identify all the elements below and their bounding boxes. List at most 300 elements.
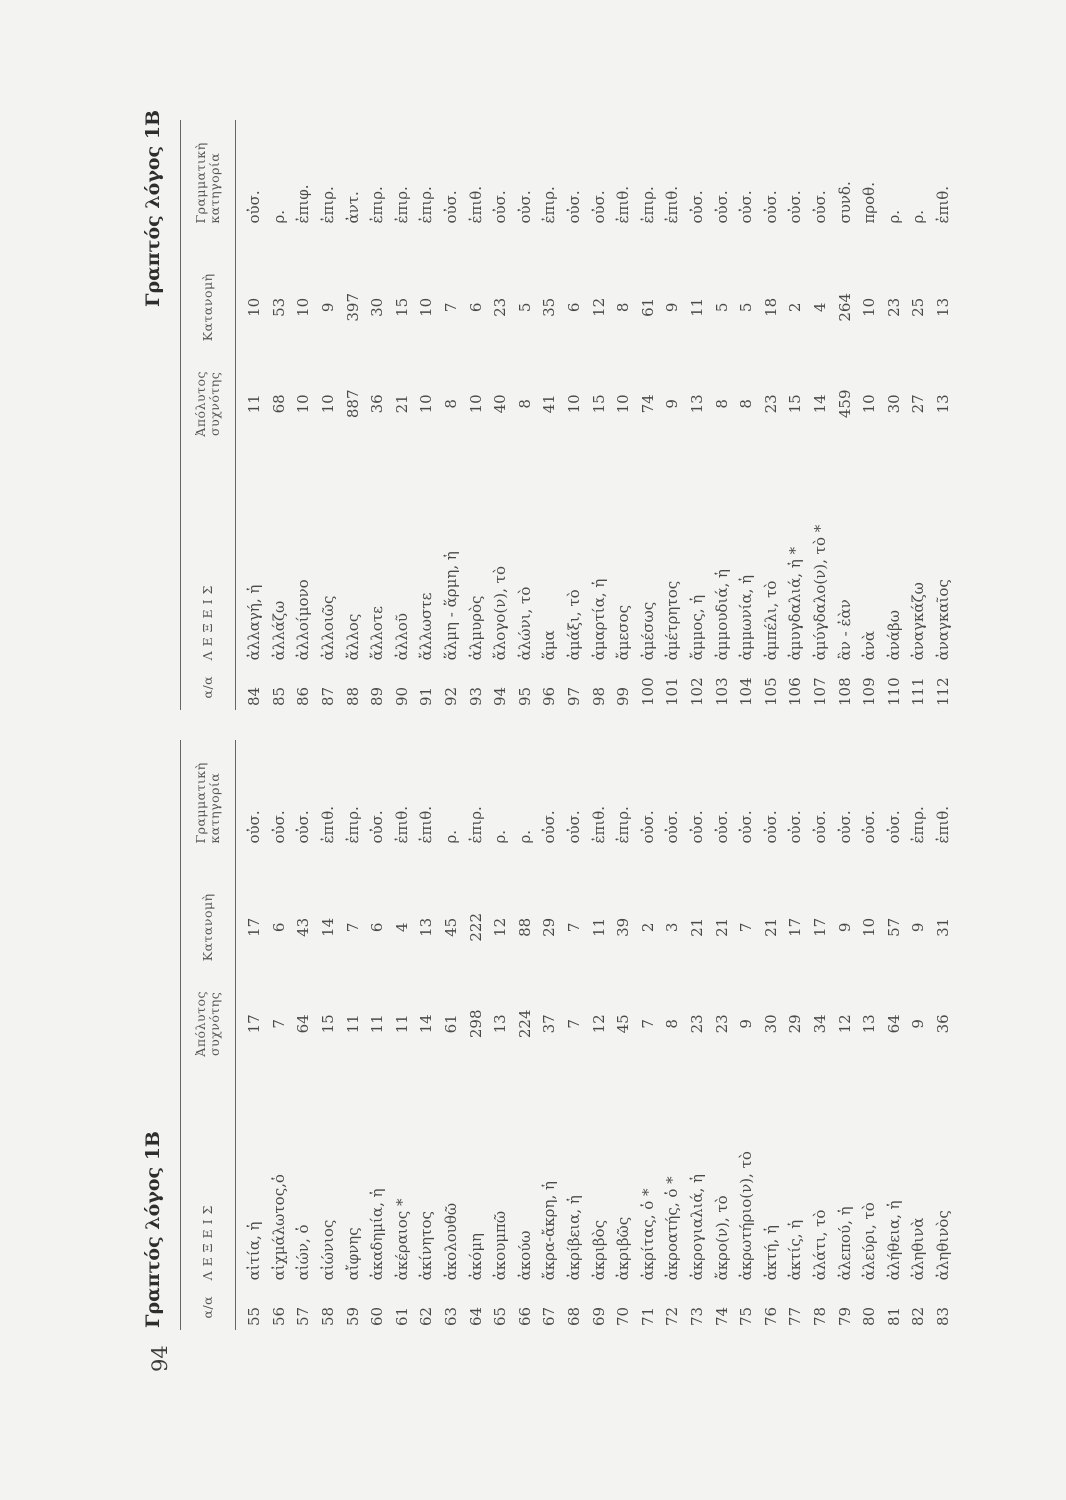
- table-row: [562, 120, 587, 710]
- row-distribution: 12: [491, 917, 510, 937]
- row-word: ἀκτίς, ἡ: [786, 1219, 805, 1281]
- header-abs: [194, 359, 222, 448]
- row-distribution: 53: [269, 297, 288, 317]
- row-absolute-frequency: 10: [417, 394, 436, 414]
- row-distribution: 25: [909, 297, 928, 317]
- row-distribution: 10: [245, 297, 264, 317]
- row-word: ἁλώνι, τὸ: [515, 586, 534, 661]
- row-absolute-frequency: 15: [589, 394, 608, 414]
- row-grammatical-category: οὐσ.: [835, 810, 854, 844]
- row-distribution: 13: [417, 917, 436, 937]
- row-number: 93: [466, 686, 485, 706]
- row-distribution: 12: [589, 297, 608, 317]
- row-number: 84: [245, 686, 264, 706]
- row-number: 59: [343, 1306, 362, 1326]
- row-word: αἴφνης: [343, 1227, 362, 1281]
- row-grammatical-category: οὐσ.: [294, 810, 313, 844]
- table-row: [660, 740, 685, 1330]
- row-grammatical-category: οὐσ.: [761, 810, 780, 844]
- row-absolute-frequency: 15: [319, 1014, 338, 1034]
- row-absolute-frequency: 37: [540, 1014, 559, 1034]
- row-number: 55: [245, 1306, 264, 1326]
- row-absolute-frequency: 23: [712, 1014, 731, 1034]
- header-cat-line2: κατηγορία: [207, 772, 222, 844]
- table-row: [881, 740, 906, 1330]
- row-distribution: 11: [589, 917, 608, 937]
- row-number: 60: [368, 1306, 387, 1326]
- header-abs-line2: συχνότης: [207, 371, 222, 436]
- row-absolute-frequency: 30: [884, 394, 903, 414]
- row-grammatical-category: ἐπιφ.: [294, 184, 313, 224]
- table-row: [439, 120, 464, 710]
- row-distribution: 2: [786, 302, 805, 313]
- row-grammatical-category: ἐπιρ.: [638, 186, 657, 224]
- row-absolute-frequency: 29: [786, 1014, 805, 1034]
- row-distribution: 21: [761, 917, 780, 937]
- row-absolute-frequency: 64: [884, 1014, 903, 1034]
- row-distribution: 4: [392, 922, 411, 933]
- row-grammatical-category: συνδ.: [835, 181, 854, 224]
- table-row: [660, 120, 685, 710]
- row-grammatical-category: ἐπιθ.: [417, 805, 436, 844]
- row-grammatical-category: οὐσ.: [245, 810, 264, 844]
- row-word: ἀνάβω: [884, 610, 903, 661]
- row-distribution: 9: [835, 922, 854, 933]
- row-grammatical-category: ρ.: [884, 209, 903, 224]
- row-absolute-frequency: 13: [687, 394, 706, 414]
- row-number: 87: [319, 686, 338, 706]
- row-number: 56: [269, 1306, 288, 1326]
- row-absolute-frequency: 7: [269, 1019, 288, 1029]
- table-row: [832, 120, 857, 710]
- table-row: [513, 740, 538, 1330]
- row-word: αἰώνιος: [319, 1219, 338, 1281]
- header-cat-line1: Γραμματικὴ: [193, 762, 208, 844]
- row-distribution: 2: [638, 922, 657, 933]
- row-grammatical-category: οὐσ.: [786, 190, 805, 224]
- table-row: [709, 740, 734, 1330]
- table-row: [414, 740, 439, 1330]
- header-word: Λ Ε Ξ Ε Ι Σ: [200, 1205, 215, 1281]
- row-word: ἀκρίβεια, ἡ: [565, 1195, 584, 1281]
- row-absolute-frequency: 41: [540, 394, 559, 414]
- row-absolute-frequency: 14: [417, 1014, 436, 1034]
- header-cat: [194, 120, 222, 256]
- row-word: ἀκουμπῶ: [491, 1210, 510, 1281]
- row-distribution: 3: [663, 922, 682, 933]
- row-grammatical-category: ἐπιθ.: [933, 805, 952, 844]
- row-grammatical-category: ρ.: [515, 829, 534, 844]
- row-grammatical-category: οὐσ.: [663, 810, 682, 844]
- row-word: ἀληθινὸς: [933, 1210, 952, 1281]
- row-distribution: 7: [343, 922, 362, 933]
- row-absolute-frequency: 23: [761, 394, 780, 414]
- row-absolute-frequency: 224: [515, 1009, 534, 1039]
- table-row: [365, 740, 390, 1330]
- row-distribution: 30: [368, 297, 387, 317]
- table-row: [267, 120, 292, 710]
- row-distribution: 45: [442, 917, 461, 937]
- table-row: [439, 740, 464, 1330]
- row-grammatical-category: οὐσ.: [712, 810, 731, 844]
- table-row: [488, 740, 513, 1330]
- row-word: ἀμυγδαλιά, ἡ *: [786, 546, 805, 661]
- table-body-left: [236, 740, 955, 1330]
- row-absolute-frequency: 64: [294, 1014, 313, 1034]
- row-number: 67: [540, 1306, 559, 1326]
- row-absolute-frequency: 13: [491, 1014, 510, 1034]
- row-grammatical-category: ἐπιθ.: [392, 805, 411, 844]
- row-distribution: 222: [466, 913, 485, 942]
- row-absolute-frequency: 7: [638, 1019, 657, 1029]
- row-number: 109: [860, 677, 879, 706]
- row-absolute-frequency: 8: [663, 1019, 682, 1029]
- row-distribution: 11: [687, 297, 706, 317]
- row-grammatical-category: οὐσ.: [737, 810, 756, 844]
- row-absolute-frequency: 8: [442, 399, 461, 409]
- table-row: [808, 740, 833, 1330]
- row-distribution: 17: [786, 917, 805, 937]
- table-row: [340, 120, 365, 710]
- row-distribution: 6: [269, 922, 288, 933]
- table-row: [685, 740, 710, 1330]
- table-row: [931, 740, 956, 1330]
- row-number: 79: [835, 1306, 854, 1326]
- row-absolute-frequency: 11: [368, 1014, 387, 1034]
- row-word: ἀκόμη: [466, 1233, 485, 1281]
- row-word: ἀλεύρι, τὸ: [860, 1202, 879, 1281]
- row-number: 63: [442, 1306, 461, 1326]
- row-number: 110: [884, 677, 903, 706]
- header-cat-line1: Γραμματικὴ: [193, 142, 208, 224]
- row-word: ἀληθινὰ: [909, 1217, 928, 1281]
- row-word: ἀνὰ: [860, 630, 879, 661]
- row-distribution: 6: [565, 302, 584, 313]
- row-word: ἄλλωστε: [417, 592, 436, 661]
- table-row: [857, 120, 882, 710]
- row-number: 112: [933, 677, 952, 706]
- row-number: 80: [860, 1306, 879, 1326]
- table-row: [857, 740, 882, 1330]
- row-word: ἀλλαγή, ἡ: [245, 584, 264, 661]
- header-cat: [194, 740, 222, 876]
- header-cat-line2: κατηγορία: [207, 152, 222, 224]
- row-word: ἀκούω: [515, 1230, 534, 1281]
- row-absolute-frequency: 9: [663, 399, 682, 409]
- table-row: [783, 120, 808, 710]
- header-num: α/α: [200, 1295, 215, 1319]
- row-grammatical-category: ἐπιρ.: [417, 186, 436, 224]
- table-header-left: [181, 740, 236, 1330]
- row-word: ἀκαδημία, ἡ: [368, 1188, 387, 1281]
- row-distribution: 17: [245, 917, 264, 937]
- row-number: 95: [515, 686, 534, 706]
- row-absolute-frequency: 298: [466, 1009, 485, 1039]
- row-word: ἀναγκάζω: [909, 582, 928, 661]
- row-number: 107: [810, 677, 829, 706]
- section-heading-right: Γραπτός λόγος 1Β: [142, 110, 164, 307]
- row-absolute-frequency: 21: [392, 394, 411, 414]
- row-number: 88: [343, 686, 362, 706]
- row-number: 104: [737, 677, 756, 706]
- row-number: 65: [491, 1306, 510, 1326]
- row-word: ἂν - ἐὰν: [835, 599, 854, 661]
- row-word: ἀκίνητος: [417, 1211, 436, 1281]
- row-word: ἀκρίτας, ὁ *: [638, 1188, 657, 1281]
- row-grammatical-category: οὐσ.: [491, 190, 510, 224]
- row-grammatical-category: οὐσ.: [565, 190, 584, 224]
- row-number: 105: [761, 677, 780, 706]
- table-row: [636, 120, 661, 710]
- row-absolute-frequency: 11: [245, 394, 264, 414]
- row-absolute-frequency: 10: [294, 394, 313, 414]
- row-grammatical-category: ἐπιρ.: [466, 806, 485, 844]
- row-grammatical-category: ἐπιθ.: [663, 185, 682, 224]
- row-grammatical-category: ἐπιθ.: [589, 805, 608, 844]
- row-word: αἰτία, ἡ: [245, 1221, 264, 1281]
- table-row: [291, 740, 316, 1330]
- row-number: 111: [909, 677, 928, 706]
- header-abs: [194, 979, 222, 1068]
- row-grammatical-category: ἐπιθ.: [319, 805, 338, 844]
- header-dist: Κατανομὴ: [200, 273, 215, 342]
- row-grammatical-category: οὐσ.: [687, 190, 706, 224]
- row-word: ἀλήθεια, ἡ: [884, 1200, 903, 1281]
- row-grammatical-category: ρ.: [269, 209, 288, 224]
- header-word: Λ Ε Ξ Ε Ι Σ: [200, 585, 215, 661]
- row-distribution: 23: [884, 297, 903, 317]
- row-distribution: 21: [687, 917, 706, 937]
- row-distribution: 6: [466, 302, 485, 313]
- row-distribution: 7: [565, 922, 584, 933]
- row-word: ἀμύγδαλο(ν), τὸ *: [810, 524, 829, 661]
- table-row: [414, 120, 439, 710]
- row-distribution: 39: [614, 917, 633, 937]
- row-word: ἀκρογιαλιά, ἡ: [687, 1173, 706, 1281]
- table-row: [734, 120, 759, 710]
- row-number: 100: [638, 677, 657, 706]
- table-row: [463, 740, 488, 1330]
- row-grammatical-category: οὐσ.: [786, 810, 805, 844]
- row-distribution: 21: [712, 917, 731, 937]
- row-grammatical-category: ρ.: [442, 829, 461, 844]
- row-word: ἀμέσως: [638, 601, 657, 661]
- row-distribution: 4: [810, 302, 829, 313]
- row-distribution: 15: [392, 297, 411, 317]
- row-number: 94: [491, 686, 510, 706]
- frequency-table-left: [180, 740, 955, 1330]
- row-number: 74: [712, 1306, 731, 1326]
- row-distribution: 10: [860, 297, 879, 317]
- row-number: 98: [589, 686, 608, 706]
- row-word: ἀκτή, ἡ: [761, 1225, 780, 1281]
- row-grammatical-category: οὐσ.: [761, 190, 780, 224]
- page-number: 94: [148, 1345, 172, 1372]
- row-distribution: 9: [319, 302, 338, 313]
- table-row: [537, 740, 562, 1330]
- row-number: 101: [663, 677, 682, 706]
- row-absolute-frequency: 887: [343, 389, 362, 419]
- row-grammatical-category: οὐσ.: [884, 810, 903, 844]
- row-distribution: 18: [761, 297, 780, 317]
- row-absolute-frequency: 13: [933, 394, 952, 414]
- row-absolute-frequency: 45: [614, 1014, 633, 1034]
- table-row: [808, 120, 833, 710]
- row-number: 64: [466, 1306, 485, 1326]
- row-grammatical-category: ρ.: [909, 209, 928, 224]
- row-distribution: 17: [810, 917, 829, 937]
- row-grammatical-category: ρ.: [491, 829, 510, 844]
- row-word: ἀκρωτήριο(ν), τὸ: [737, 1151, 756, 1281]
- row-absolute-frequency: 36: [368, 394, 387, 414]
- row-distribution: 10: [294, 297, 313, 317]
- row-word: ἄμμος, ἡ: [687, 594, 706, 661]
- row-number: 106: [786, 677, 805, 706]
- row-absolute-frequency: 9: [737, 1019, 756, 1029]
- row-word: ἀμμουδιά, ἡ: [712, 569, 731, 661]
- row-word: ἀμπέλι, τὸ: [761, 580, 780, 661]
- row-word: ἄκρα-ἄκρη, ἡ: [540, 1180, 559, 1281]
- table-row: [586, 740, 611, 1330]
- row-word: ἀκριβῶς: [614, 1216, 633, 1281]
- row-distribution: 9: [663, 302, 682, 313]
- table-header-right: [181, 120, 236, 710]
- header-num: α/α: [200, 675, 215, 699]
- row-grammatical-category: ἐπιθ.: [466, 185, 485, 224]
- row-grammatical-category: ἐπιρ.: [614, 806, 633, 844]
- table-row: [562, 740, 587, 1330]
- row-distribution: 7: [442, 302, 461, 313]
- row-number: 99: [614, 686, 633, 706]
- row-grammatical-category: ἐπιρ.: [540, 186, 559, 224]
- row-word: αἰών, ὁ: [294, 1224, 313, 1281]
- row-number: 102: [687, 677, 706, 706]
- table-row: [242, 120, 267, 710]
- row-number: 62: [417, 1306, 436, 1326]
- rotated-page-content: [140, 110, 970, 1330]
- row-number: 71: [638, 1306, 657, 1326]
- row-number: 96: [540, 686, 559, 706]
- row-word: ἄλογο(ν), τὸ: [491, 565, 510, 661]
- row-grammatical-category: ἐπιρ.: [392, 186, 411, 224]
- row-distribution: 264: [835, 293, 854, 322]
- row-word: ἁμαρτία, ἡ: [589, 578, 608, 661]
- row-absolute-frequency: 30: [761, 1014, 780, 1034]
- table-row: [906, 120, 931, 710]
- table-row: [291, 120, 316, 710]
- row-number: 108: [835, 677, 854, 706]
- table-row: [316, 120, 341, 710]
- left-table-section: [140, 740, 970, 1330]
- row-grammatical-category: ἐπιρ.: [343, 806, 362, 844]
- row-absolute-frequency: 17: [245, 1014, 264, 1034]
- row-number: 82: [909, 1306, 928, 1326]
- row-grammatical-category: οὐσ.: [638, 810, 657, 844]
- header-dist: Κατανομὴ: [200, 893, 215, 962]
- row-distribution: 23: [491, 297, 510, 317]
- row-distribution: 397: [343, 293, 362, 322]
- row-absolute-frequency: 14: [810, 394, 829, 414]
- row-number: 90: [392, 686, 411, 706]
- row-absolute-frequency: 11: [343, 1014, 362, 1034]
- row-absolute-frequency: 7: [565, 1019, 584, 1029]
- row-distribution: 57: [884, 917, 903, 937]
- table-row: [881, 120, 906, 710]
- row-grammatical-category: οὐσ.: [565, 810, 584, 844]
- row-absolute-frequency: 459: [835, 389, 854, 419]
- row-absolute-frequency: 74: [638, 394, 657, 414]
- table-row: [537, 120, 562, 710]
- row-number: 73: [687, 1306, 706, 1326]
- row-number: 76: [761, 1306, 780, 1326]
- row-number: 85: [269, 686, 288, 706]
- table-row: [340, 740, 365, 1330]
- row-distribution: 43: [294, 917, 313, 937]
- row-number: 77: [786, 1306, 805, 1326]
- row-absolute-frequency: 8: [712, 399, 731, 409]
- row-grammatical-category: οὐσ.: [515, 190, 534, 224]
- row-word: ἀλλάζω: [269, 600, 288, 661]
- row-number: 103: [712, 677, 731, 706]
- row-distribution: 7: [737, 922, 756, 933]
- row-distribution: 13: [933, 297, 952, 317]
- table-row: [832, 740, 857, 1330]
- row-absolute-frequency: 27: [909, 394, 928, 414]
- table-body-right: [236, 120, 955, 710]
- row-number: 78: [810, 1306, 829, 1326]
- row-number: 92: [442, 686, 461, 706]
- table-row: [734, 740, 759, 1330]
- row-word: ἀμμωνία, ἡ: [737, 574, 756, 661]
- row-distribution: 35: [540, 297, 559, 317]
- row-number: 97: [565, 686, 584, 706]
- row-grammatical-category: ἐπιρ.: [368, 186, 387, 224]
- row-distribution: 31: [933, 917, 952, 937]
- row-distribution: 5: [737, 302, 756, 313]
- row-grammatical-category: οὐσ.: [442, 190, 461, 224]
- table-row: [316, 740, 341, 1330]
- row-word: ἄλλος: [343, 613, 362, 661]
- row-absolute-frequency: 10: [319, 394, 338, 414]
- row-absolute-frequency: 10: [860, 394, 879, 414]
- right-table-section: [140, 110, 970, 710]
- row-absolute-frequency: 15: [786, 394, 805, 414]
- row-number: 86: [294, 686, 313, 706]
- row-number: 91: [417, 686, 436, 706]
- row-absolute-frequency: 36: [933, 1014, 952, 1034]
- table-row: [463, 120, 488, 710]
- row-word: ἄλλοτε: [368, 606, 387, 661]
- table-row: [906, 740, 931, 1330]
- table-row: [611, 120, 636, 710]
- row-grammatical-category: οὐσ.: [712, 190, 731, 224]
- row-grammatical-category: ἐπιρ.: [319, 186, 338, 224]
- row-number: 68: [565, 1306, 584, 1326]
- row-distribution: 5: [515, 302, 534, 313]
- header-abs-line2: συχνότης: [207, 991, 222, 1056]
- row-number: 57: [294, 1306, 313, 1326]
- row-grammatical-category: ἀντ.: [343, 191, 362, 224]
- table-row: [758, 120, 783, 710]
- row-word: ἀκέραιος *: [392, 1198, 411, 1281]
- row-grammatical-category: ἐπιρ.: [909, 806, 928, 844]
- row-absolute-frequency: 8: [515, 399, 534, 409]
- row-absolute-frequency: 9: [909, 1019, 928, 1029]
- row-word: ἄμεσος: [614, 605, 633, 661]
- row-distribution: 29: [540, 917, 559, 937]
- table-row: [242, 740, 267, 1330]
- table-row: [586, 120, 611, 710]
